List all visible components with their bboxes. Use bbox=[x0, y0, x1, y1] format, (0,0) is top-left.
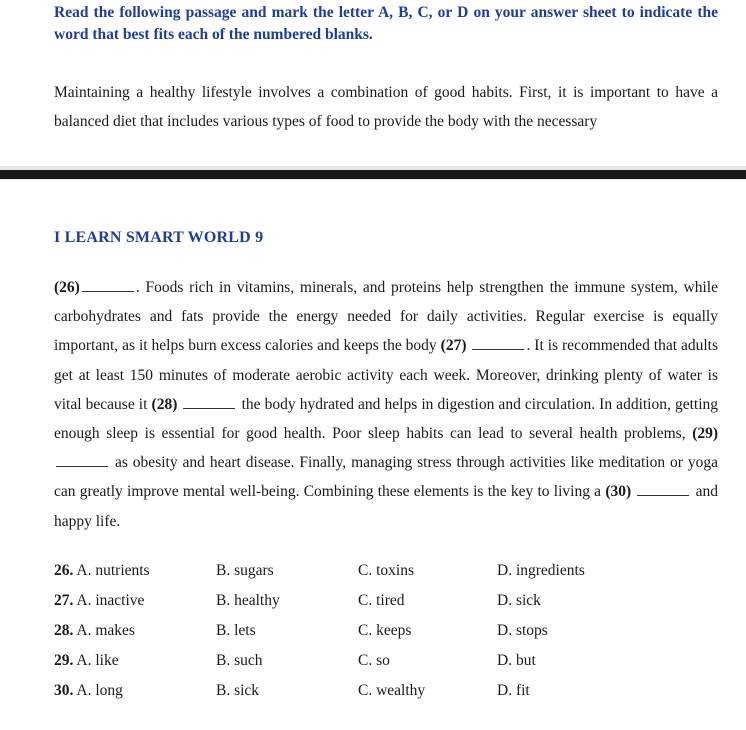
blank-number-28: (28) bbox=[151, 395, 178, 413]
question-number: 28. bbox=[54, 622, 74, 639]
passage bbox=[54, 273, 718, 536]
book-title: I LEARN SMART WORLD 9 bbox=[54, 229, 264, 246]
page-separator bbox=[0, 170, 746, 179]
option-c: C. wealthy bbox=[358, 682, 426, 699]
question-number: 29. bbox=[54, 652, 74, 669]
option-c: C. so bbox=[358, 652, 390, 669]
question-number: 27. bbox=[54, 592, 74, 609]
option-a bbox=[54, 562, 150, 580]
option-b: B. sick bbox=[216, 682, 260, 699]
option-d: D. fit bbox=[497, 682, 530, 699]
option-d: D. stops bbox=[497, 622, 548, 639]
option-a bbox=[54, 682, 123, 700]
blank-30 bbox=[637, 483, 689, 496]
option-c: C. toxins bbox=[358, 562, 414, 579]
option-c: C. keeps bbox=[358, 622, 412, 639]
passage-segment-2: . It is recommended that adults get at least 150 minutes of moderate aerobic activity each week. Moreover, drinking plenty of water is vital because it bbox=[54, 337, 719, 413]
answer-options bbox=[54, 562, 718, 712]
passage-segment-1: . Foods rich in vitamins, minerals, and proteins help strengthen the immune system, while carbohydrates and fats provide the energy needed for daily activities. Regular exercise is equally important, as it helps burn excess calories and keeps the body bbox=[54, 279, 718, 355]
option-a-text: A. makes bbox=[76, 622, 135, 639]
question-row bbox=[54, 622, 718, 652]
option-a-text: A. like bbox=[76, 652, 119, 669]
option-b: B. such bbox=[216, 652, 263, 669]
blank-number-27: (27) bbox=[440, 337, 467, 355]
option-b: B. healthy bbox=[216, 592, 280, 609]
question-row bbox=[54, 562, 718, 592]
question-number: 26. bbox=[54, 562, 74, 579]
blank-number-29: (29) bbox=[692, 425, 719, 443]
option-b: B. sugars bbox=[216, 562, 274, 579]
passage-segment-3: the body hydrated and helps in digestion and circulation. In addition, getting enough sleep is essential for good health. Poor sleep habits can lead to several health problems, bbox=[54, 395, 719, 443]
passage-segment-4: as obesity and heart disease. Finally, managing stress through activities like meditation or yoga can greatly improve mental well-being. Combining these elements is the key to living a bbox=[54, 454, 719, 501]
blank-27 bbox=[472, 337, 524, 350]
option-d: D. ingredients bbox=[497, 562, 585, 579]
option-a bbox=[54, 652, 119, 670]
blank-28 bbox=[183, 396, 235, 409]
blank-number-30: (30) bbox=[605, 483, 632, 501]
option-a-text: A. inactive bbox=[76, 592, 145, 609]
option-a bbox=[54, 592, 144, 610]
blank-number-26: (26) bbox=[54, 279, 80, 296]
question-row bbox=[54, 682, 718, 712]
option-d: D. but bbox=[497, 652, 536, 669]
option-d: D. sick bbox=[497, 592, 541, 609]
intro-paragraph: Maintaining a healthy lifestyle involves a combination of good habits. First, it is important to have a balanced diet that includes various types of food to provide the body with the necessary bbox=[54, 84, 718, 130]
question-row bbox=[54, 592, 718, 622]
option-a-text: A. nutrients bbox=[76, 562, 150, 579]
option-a-text: A. long bbox=[76, 682, 123, 699]
option-b: B. lets bbox=[216, 622, 256, 639]
option-a bbox=[54, 622, 135, 640]
instruction-text: Read the following passage and mark the letter A, B, C, or D on your answer sheet to indicate the word that best fits each of the numbered blanks. bbox=[54, 4, 718, 43]
passage-segment-5: and happy life. bbox=[54, 483, 719, 530]
blank-26 bbox=[82, 279, 134, 292]
option-c: C. tired bbox=[358, 592, 405, 609]
blank-29 bbox=[56, 454, 108, 467]
question-number: 30. bbox=[54, 682, 74, 699]
question-row bbox=[54, 652, 718, 682]
